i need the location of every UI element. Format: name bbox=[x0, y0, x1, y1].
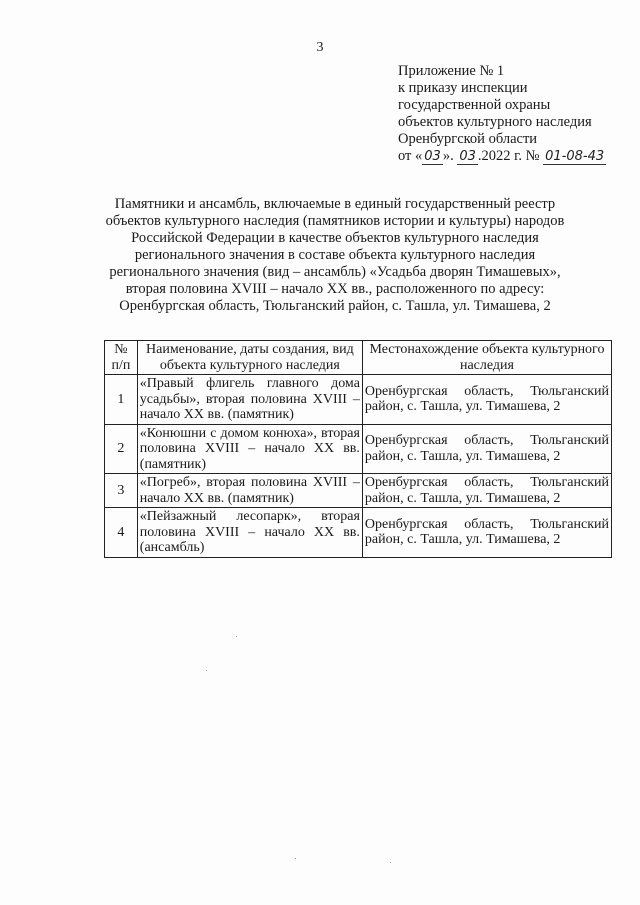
row-location: Оренбургская область, Тюльганский район, с. Ташла, ул. Тимашева, 2 bbox=[362, 474, 611, 508]
title-line-2: объектов культурного наследия (памятников истории и культуры) народов bbox=[105, 213, 565, 229]
row-location: Оренбургская область, Тюльганский район, с. Ташла, ул. Тимашева, 2 bbox=[362, 375, 611, 425]
appendix-line-5: Оренбургской области bbox=[398, 131, 538, 147]
appendix-date-line bbox=[398, 148, 606, 165]
header-location: Местонахождение объекта культурного наследия bbox=[362, 341, 611, 375]
order-number: 01-08-43 bbox=[545, 149, 605, 164]
title-line-1: Памятники и ансамбль, включаемые в единый государственный реестр bbox=[114, 196, 556, 212]
row-num: 1 bbox=[105, 375, 138, 425]
table-header-row bbox=[105, 341, 612, 375]
date-prefix: от « bbox=[398, 148, 423, 164]
row-num: 4 bbox=[105, 508, 138, 558]
row-name: «Погреб», вторая половина XVIII – начало XX вв. (памятник) bbox=[137, 474, 362, 508]
date-month: 03 bbox=[459, 149, 476, 164]
header-name: Наименование, даты создания, вид объекта культурного наследия bbox=[137, 341, 362, 375]
row-num: 3 bbox=[105, 474, 138, 508]
scan-speck bbox=[206, 670, 207, 671]
appendix-line-1: Приложение № 1 bbox=[398, 63, 505, 79]
title-line-6: вторая половина XVIII – начало XX вв., расположенного по адресу: bbox=[125, 281, 545, 297]
row-location: Оренбургская область, Тюльганский район, с. Ташла, ул. Тимашева, 2 bbox=[362, 508, 611, 558]
table-row bbox=[105, 474, 612, 508]
date-day: 03 bbox=[424, 149, 441, 164]
appendix-line-4: объектов культурного наследия bbox=[398, 114, 592, 130]
row-name: «Конюшни с домом конюха», вторая половина XVIII – начало XX вв. (памятник) bbox=[137, 424, 362, 474]
header-num: № п/п bbox=[105, 341, 138, 375]
scan-speck bbox=[236, 636, 237, 637]
table-row bbox=[105, 375, 612, 425]
scan-speck bbox=[390, 862, 391, 863]
document-title bbox=[70, 196, 600, 315]
row-name: «Правый флигель главного дома усадьбы», вторая половина XVIII – начало XX вв. (памятник) bbox=[137, 375, 362, 425]
date-mid: ». bbox=[442, 148, 458, 164]
row-name: «Пейзажный лесопарк», вторая половина XVIII – начало XX вв. (ансамбль) bbox=[137, 508, 362, 558]
table-row bbox=[105, 508, 612, 558]
table-row bbox=[105, 424, 612, 474]
appendix-block bbox=[398, 63, 606, 165]
row-location: Оренбургская область, Тюльганский район, с. Ташла, ул. Тимашева, 2 bbox=[362, 424, 611, 474]
appendix-line-2: к приказу инспекции bbox=[398, 80, 528, 96]
scan-speck bbox=[295, 858, 296, 859]
page-number: 3 bbox=[316, 40, 324, 55]
title-line-3: Российской Федерации в качестве объектов культурного наследия bbox=[131, 230, 539, 246]
title-line-4: регионального значения в составе объекта культурного наследия bbox=[134, 247, 536, 263]
date-year: .2022 г. № bbox=[477, 148, 544, 164]
title-line-5: регионального значения (вид – ансамбль) «Усадьба дворян Тимашевых», bbox=[109, 264, 561, 280]
objects-table bbox=[104, 340, 612, 558]
appendix-line-3: государственной охраны bbox=[398, 97, 551, 113]
title-line-7: Оренбургская область, Тюльганский район, с. Ташла, ул. Тимашева, 2 bbox=[119, 298, 551, 314]
row-num: 2 bbox=[105, 424, 138, 474]
